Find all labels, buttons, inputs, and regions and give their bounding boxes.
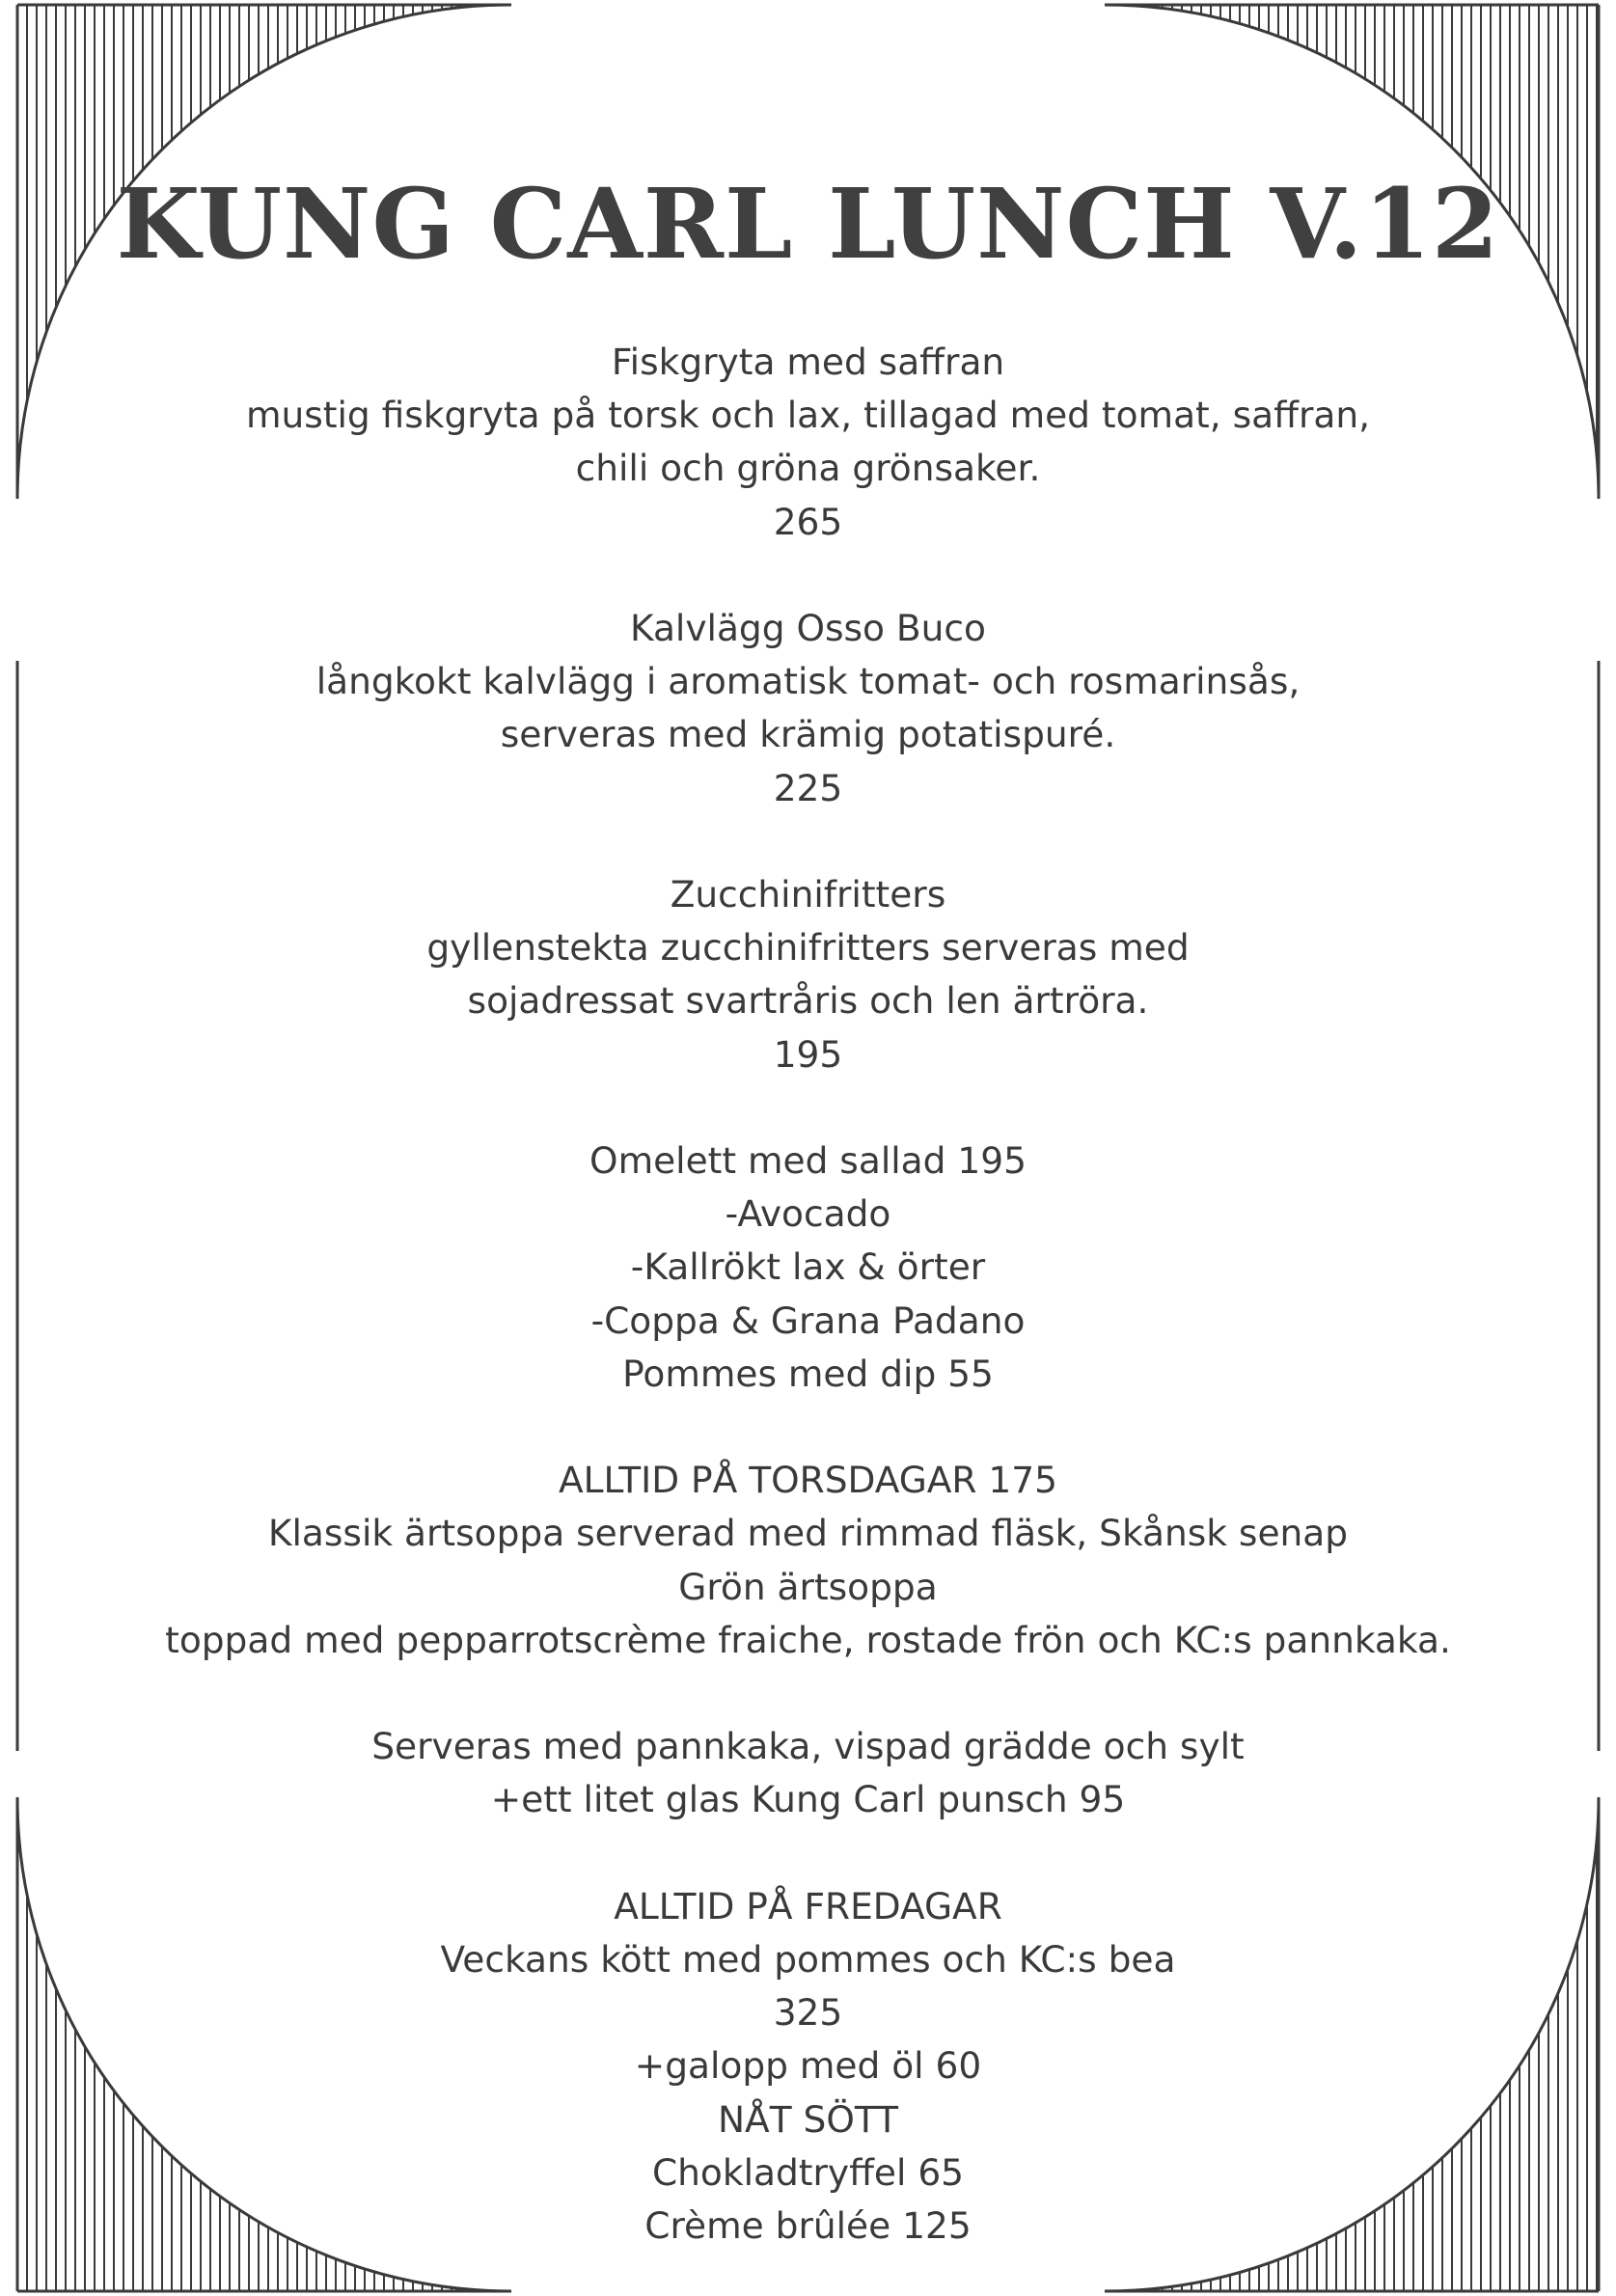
menu-line: Grön ärtsoppa xyxy=(678,1565,938,1608)
section-spacer xyxy=(0,549,1616,602)
menu-line: -Avocado xyxy=(725,1192,891,1236)
menu-line: toppad med pepparrotscrème fraiche, rostade frön och KC:s pannkaka. xyxy=(165,1618,1451,1661)
menu-line: 195 xyxy=(773,1032,843,1076)
menu-line: -Kallrökt lax & örter xyxy=(630,1245,986,1289)
menu-line: Pommes med dip 55 xyxy=(622,1352,994,1395)
menu-section xyxy=(0,602,1616,815)
menu-title: KUNG CARL LUNCH V.12 xyxy=(116,167,1500,281)
menu-line: mustig fiskgryta på torsk och lax, tillagad med tomat, saffran, xyxy=(245,394,1371,437)
menu-line: gyllenstekta zucchinifritters serveras med xyxy=(426,926,1190,970)
menu-line: serveras med krämig potatispuré. xyxy=(500,713,1116,756)
menu-line: Zucchinifritters xyxy=(670,873,946,916)
menu-section xyxy=(0,1880,1616,2253)
menu-section xyxy=(0,1720,1616,1826)
menu-line: Klassik ärtsoppa serverad med rimmad fläsk, Skånsk senap xyxy=(267,1512,1349,1555)
menu-line: sojadressat svartråris och len ärtröra. xyxy=(467,979,1149,1023)
menu-body xyxy=(0,336,1616,2253)
menu-line: Crème brûlée 125 xyxy=(644,2204,972,2248)
menu-line: +galopp med öl 60 xyxy=(634,2044,982,2088)
section-spacer xyxy=(0,815,1616,868)
menu-line: Kalvlägg Osso Buco xyxy=(630,607,986,649)
menu-section xyxy=(0,336,1616,549)
menu-line: NÅT SÖTT xyxy=(717,2097,898,2141)
menu-line: -Coppa & Grana Padano xyxy=(590,1298,1026,1342)
section-spacer xyxy=(0,1081,1616,1134)
menu-line: +ett litet glas Kung Carl punsch 95 xyxy=(490,1778,1126,1821)
menu-line: Fiskgryta med saffran xyxy=(611,341,1005,383)
menu-line: Chokladtryffel 65 xyxy=(651,2150,965,2194)
menu-section xyxy=(0,868,1616,1081)
menu-line: ALLTID PÅ FREDAGAR xyxy=(614,1884,1002,1927)
menu-line: 225 xyxy=(773,766,843,809)
section-spacer xyxy=(0,1827,1616,1880)
menu-line: ALLTID PÅ TORSDAGAR 175 xyxy=(559,1459,1057,1502)
menu-line: Veckans kött med pommes och KC:s bea xyxy=(440,1938,1176,1981)
menu-section xyxy=(0,1454,1616,1667)
menu-line: 265 xyxy=(773,500,843,543)
menu-line: 325 xyxy=(773,1991,843,2035)
section-spacer xyxy=(0,1401,1616,1454)
section-spacer xyxy=(0,1667,1616,1720)
menu-line: Omelett med sallad 195 xyxy=(589,1139,1027,1182)
menu-section xyxy=(0,1134,1616,1401)
menu-line: chili och gröna grönsaker. xyxy=(575,447,1041,490)
menu-line: långkokt kalvlägg i aromatisk tomat- och rosmarinsås, xyxy=(315,660,1301,703)
menu-line: Serveras med pannkaka, vispad grädde och sylt xyxy=(371,1725,1245,1768)
